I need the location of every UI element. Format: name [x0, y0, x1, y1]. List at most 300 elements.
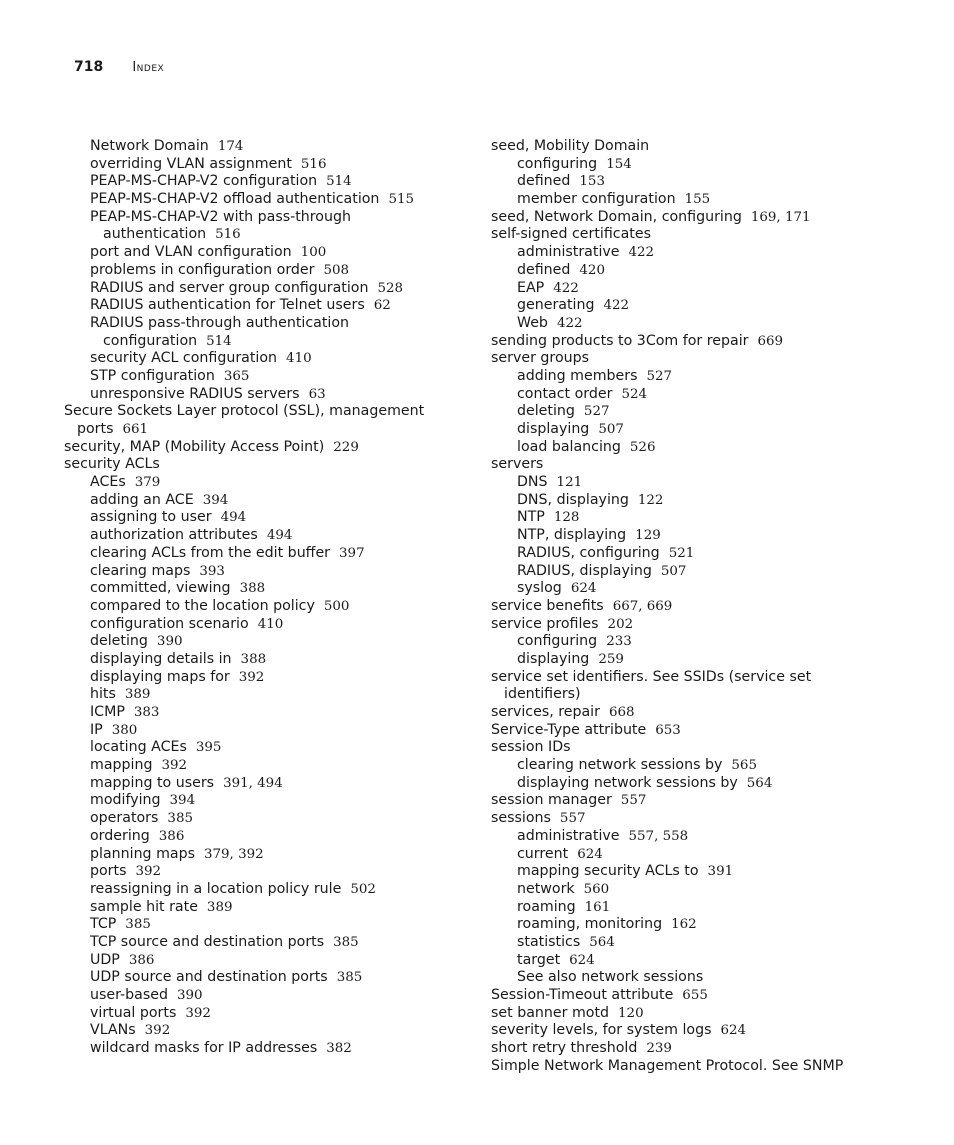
entry-term: administrative: [517, 244, 620, 261]
entry-term: adding an ACE: [90, 491, 194, 508]
index-subentry: [491, 297, 911, 315]
index-subentry: [491, 421, 911, 439]
entry-term: DNS: [517, 474, 548, 491]
entry-term: adding members: [517, 367, 638, 384]
entry-page-ref: 557: [559, 811, 586, 827]
entry-term: committed, viewing: [90, 580, 231, 597]
entry-page-ref: 422: [628, 245, 655, 261]
entry-term: Network Domain: [90, 138, 209, 154]
index-subentry: [491, 775, 911, 793]
index-subentry: [491, 846, 911, 864]
index-subentry: [491, 899, 911, 917]
index-subentry: [64, 881, 464, 899]
entry-page-ref: 390: [156, 634, 183, 650]
entry-term: displaying details in: [90, 650, 232, 667]
entry-term: operators: [90, 810, 159, 827]
entry-page-ref: 202: [607, 616, 634, 632]
entry-page-ref: 557: [620, 793, 647, 809]
entry-page-ref: 233: [606, 634, 632, 650]
entry-term: RADIUS, displaying: [517, 562, 652, 579]
index-subentry: [64, 598, 464, 616]
entry-page-ref: 365: [223, 368, 250, 384]
entry-term: ports: [77, 421, 114, 437]
index-column-right: [491, 138, 911, 1075]
index-subentry: [491, 952, 911, 970]
entry-page-ref: 528: [377, 280, 404, 296]
entry-term: ICMP: [90, 704, 125, 720]
entry-page-ref: 392: [135, 864, 162, 880]
index-entry: [491, 810, 911, 828]
entry-page-ref: 624: [720, 1023, 747, 1039]
entry-page-ref: 422: [556, 315, 583, 331]
index-subentry: [64, 969, 464, 987]
index-subentry: [64, 492, 464, 510]
entry-term: member configuration: [517, 191, 676, 208]
entry-page-ref: 120: [618, 1005, 644, 1021]
entry-page-ref: 128: [553, 510, 580, 526]
entry-page-ref: 565: [731, 758, 757, 774]
entry-term: administrative: [517, 827, 620, 844]
entry-page-ref: 494: [266, 528, 293, 544]
entry-term: seed, Mobility Domain: [491, 138, 650, 154]
entry-term: clearing ACLs from the edit buffer: [90, 544, 331, 561]
index-subentry: [64, 616, 464, 634]
entry-term: planning maps: [90, 845, 195, 862]
entry-page-ref: 382: [326, 1041, 352, 1057]
entry-page-ref: 392: [238, 669, 265, 685]
entry-term: compared to the location policy: [90, 597, 315, 614]
index-subentry: [491, 527, 911, 545]
entry-term: unresponsive RADIUS servers: [90, 385, 300, 402]
entry-term: displaying network sessions by: [517, 774, 738, 791]
entry-term: authentication: [103, 226, 207, 243]
entry-term: security ACL configuration: [90, 350, 278, 367]
entry-term: hits: [90, 686, 116, 703]
entry-page-ref: 564: [589, 934, 615, 950]
index-subentry: [64, 828, 464, 846]
index-subentry: [491, 492, 911, 510]
index-subentry: [491, 386, 911, 404]
entry-term: sessions: [491, 810, 551, 827]
entry-term: configuring: [517, 633, 598, 650]
entry-page-ref: 388: [239, 581, 266, 597]
entry-page-ref: 392: [144, 1023, 171, 1039]
index-subentry: [64, 262, 464, 280]
entry-page-ref: 169, 171: [750, 209, 811, 225]
entry-page-ref: 385: [125, 917, 151, 933]
entry-term: TCP source and destination ports: [90, 933, 325, 950]
entry-term: session IDs: [491, 739, 571, 756]
entry-term: assigning to user: [90, 509, 212, 526]
index-subentry: [64, 952, 464, 970]
entry-page-ref: 515: [388, 192, 414, 208]
entry-term: RADIUS and server group configuration: [90, 279, 369, 296]
entry-page-ref: 669: [757, 333, 784, 349]
index-subentry: [64, 421, 464, 439]
entry-term: STP configuration: [90, 367, 215, 384]
entry-page-ref: 410: [286, 351, 312, 367]
index-subentry: [491, 280, 911, 298]
index-subentry: [64, 350, 464, 368]
entry-page-ref: 514: [326, 174, 352, 190]
entry-page-ref: 389: [124, 687, 151, 703]
index-subentry: [64, 280, 464, 298]
entry-term: PEAP-MS-CHAP-V2 offload authentication: [90, 191, 380, 208]
entry-page-ref: 514: [206, 333, 232, 349]
index-subentry: [64, 757, 464, 775]
page-header: [74, 56, 164, 75]
entry-term: TCP: [90, 916, 117, 933]
index-subentry: [491, 633, 911, 651]
entry-page-ref: 161: [584, 899, 611, 915]
index-subentry: [491, 315, 911, 333]
entry-page-ref: 560: [583, 881, 610, 897]
entry-page-ref: 395: [195, 740, 222, 756]
entry-term: locating ACEs: [90, 739, 187, 756]
entry-page-ref: 100: [300, 245, 327, 261]
entry-term: IP: [90, 721, 103, 738]
index-subentry: [64, 1022, 464, 1040]
index-subentry: [64, 792, 464, 810]
entry-term: UDP: [90, 951, 120, 968]
entry-page-ref: 380: [111, 722, 138, 738]
entry-page-ref: 379, 392: [204, 846, 264, 862]
entry-page-ref: 154: [606, 156, 632, 172]
index-entry: [491, 456, 911, 474]
index-subentry: [64, 722, 464, 740]
index-entry: [491, 704, 911, 722]
entry-term: security ACLs: [64, 456, 160, 473]
index-subentry: [64, 244, 464, 262]
page-number: 718: [74, 59, 104, 75]
index-subentry: [64, 686, 464, 704]
entry-term: sample hit rate: [90, 898, 198, 915]
index-subentry: [64, 899, 464, 917]
entry-page-ref: 507: [660, 563, 687, 579]
entry-page-ref: 389: [206, 899, 233, 915]
entry-page-ref: 521: [668, 545, 695, 561]
index-entry: [491, 669, 911, 687]
entry-term: defined: [517, 173, 571, 190]
entry-term: mapping: [90, 757, 153, 774]
entry-term: mapping to users: [90, 774, 215, 791]
index-subentry: [491, 191, 911, 209]
entry-page-ref: 229: [333, 439, 359, 455]
entry-term: Service-Type attribute: [491, 721, 647, 738]
index-subentry: [64, 563, 464, 581]
entry-term: deleting: [517, 403, 575, 420]
index-subentry: [64, 386, 464, 404]
entry-term: configuration scenario: [90, 615, 249, 632]
entry-page-ref: 655: [682, 988, 708, 1003]
entry-page-ref: 624: [577, 846, 603, 862]
entry-page-ref: 516: [300, 156, 327, 172]
entry-page-ref: 385: [167, 811, 193, 827]
index-subentry: [64, 739, 464, 757]
entry-page-ref: 392: [185, 1005, 211, 1021]
entry-term: seed, Network Domain, configuring: [491, 208, 742, 225]
entry-term: defined: [517, 261, 571, 278]
index-subentry: [491, 262, 911, 280]
index-subentry: [491, 881, 911, 899]
entry-term: identifiers): [504, 686, 581, 703]
index-entry: [491, 1040, 911, 1058]
entry-page-ref: 385: [333, 934, 359, 950]
entry-page-ref: 410: [257, 616, 284, 632]
index-subentry: [64, 704, 464, 722]
index-subentry: [64, 1005, 464, 1023]
index-subentry: [491, 403, 911, 421]
index-subentry: [64, 368, 464, 386]
index-subentry: [64, 1040, 464, 1058]
entry-term: configuring: [517, 155, 598, 172]
entry-term: displaying: [517, 650, 590, 667]
entry-term: problems in configuration order: [90, 261, 315, 278]
index-subentry: [64, 209, 464, 227]
entry-page-ref: 379: [134, 475, 161, 491]
index-subentry: [64, 474, 464, 492]
entry-term: NTP: [517, 509, 545, 526]
entry-page-ref: 383: [133, 705, 160, 720]
entry-term: severity levels, for system logs: [491, 1022, 712, 1039]
index-subentry: [491, 244, 911, 262]
entry-page-ref: 526: [629, 439, 656, 455]
index-subentry: [64, 527, 464, 545]
entry-page-ref: 668: [608, 705, 635, 720]
entry-term: ports: [90, 863, 127, 880]
index-subentry: [491, 863, 911, 881]
entry-term: VLANs: [90, 1022, 136, 1039]
entry-page-ref: 507: [598, 422, 624, 437]
index-entry: [491, 1022, 911, 1040]
index-subentry: [491, 545, 911, 563]
index-subentry: [491, 580, 911, 598]
index-entry: [491, 722, 911, 740]
entry-term: Web: [517, 314, 548, 331]
index-subentry: [64, 156, 464, 174]
index-subentry: [491, 439, 911, 457]
entry-term: PEAP-MS-CHAP-V2 with pass-through: [90, 208, 351, 225]
entry-page-ref: 508: [323, 262, 350, 278]
entry-term: DNS, displaying: [517, 491, 629, 508]
entry-term: services, repair: [491, 704, 600, 720]
entry-term: wildcard masks for IP addresses: [90, 1040, 318, 1057]
entry-term: roaming, monitoring: [517, 916, 663, 933]
index-subentry: [491, 916, 911, 934]
entry-page-ref: 394: [202, 492, 229, 508]
entry-term: NTP, displaying: [517, 527, 627, 544]
entry-term: current: [517, 845, 569, 862]
index-entry: [64, 456, 464, 474]
entry-term: statistics: [517, 933, 581, 950]
entry-term: set banner motd: [491, 1004, 610, 1021]
entry-page-ref: 527: [646, 368, 673, 384]
entry-page-ref: 667, 669: [612, 598, 673, 614]
section-title: Index: [132, 60, 165, 75]
entry-page-ref: 394: [169, 793, 196, 809]
index-subentry: [64, 987, 464, 1005]
index-subentry: [491, 969, 911, 987]
entry-term: UDP source and destination ports: [90, 969, 328, 986]
entry-term: deleting: [90, 633, 148, 650]
index-subentry: [64, 651, 464, 669]
entry-term: load balancing: [517, 438, 621, 455]
index-subentry: [491, 934, 911, 952]
entry-page-ref: 121: [556, 475, 583, 491]
index-subentry: [491, 563, 911, 581]
index-subentry: [491, 651, 911, 669]
entry-term: displaying maps for: [90, 668, 230, 685]
entry-page-ref: 391: [707, 864, 734, 880]
entry-page-ref: 388: [240, 651, 267, 667]
index-entry: [491, 209, 911, 227]
index-subentry: [491, 368, 911, 386]
entry-term: roaming: [517, 898, 576, 915]
index-subentry: [64, 633, 464, 651]
index-subentry: [64, 138, 464, 156]
entry-page-ref: 155: [684, 192, 711, 208]
entry-page-ref: 63: [308, 386, 326, 402]
entry-page-ref: 524: [621, 386, 647, 402]
index-subentry: [64, 226, 464, 244]
entry-term: security, MAP (Mobility Access Point): [64, 438, 325, 455]
index-subentry: [491, 509, 911, 527]
entry-page-ref: 624: [569, 952, 595, 968]
entry-term: sending products to 3Com for repair: [491, 332, 749, 349]
entry-term: Secure Sockets Layer protocol (SSL), management: [64, 403, 425, 420]
entry-term: virtual ports: [90, 1004, 177, 1021]
entry-term: configuration: [103, 332, 198, 349]
index-subentry: [64, 580, 464, 598]
entry-page-ref: 153: [579, 174, 605, 190]
entry-page-ref: 386: [128, 952, 155, 968]
index-entry: [491, 333, 911, 351]
index-subentry: [64, 545, 464, 563]
entry-term: clearing maps: [90, 562, 191, 579]
entry-term: overriding VLAN assignment: [90, 155, 292, 172]
entry-term: RADIUS, configuring: [517, 544, 660, 561]
index-subentry: [64, 846, 464, 864]
index-subentry: [64, 669, 464, 687]
entry-term: ACEs: [90, 474, 126, 491]
index-entry: [491, 616, 911, 634]
entry-term: EAP: [517, 279, 545, 296]
entry-page-ref: 385: [336, 970, 363, 986]
entry-page-ref: 624: [570, 581, 597, 597]
entry-term: authorization attributes: [90, 527, 258, 544]
entry-term: servers: [491, 456, 544, 473]
entry-page-ref: 661: [122, 422, 149, 437]
index-subentry: [64, 173, 464, 191]
entry-term: displaying: [517, 421, 590, 437]
entry-term: clearing network sessions by: [517, 757, 723, 774]
entry-page-ref: 122: [637, 492, 664, 508]
entry-page-ref: 422: [603, 298, 630, 314]
entry-page-ref: 422: [553, 280, 579, 296]
index-subentry: [491, 828, 911, 846]
index-subentry: [64, 863, 464, 881]
entry-term: server groups: [491, 350, 590, 367]
entry-page-ref: 502: [350, 881, 376, 897]
entry-page-ref: 162: [671, 917, 697, 933]
entry-term: ordering: [90, 827, 150, 844]
entry-page-ref: 392: [161, 758, 188, 774]
index-subentry: [491, 686, 911, 704]
index-subentry: [64, 810, 464, 828]
entry-page-ref: 62: [373, 298, 391, 314]
index-entry: [491, 739, 911, 757]
index-subentry: [491, 474, 911, 492]
entry-page-ref: 129: [635, 528, 661, 544]
entry-term: service profiles: [491, 615, 599, 632]
entry-term: mapping security ACLs to: [517, 863, 699, 880]
entry-term: RADIUS authentication for Telnet users: [90, 297, 365, 314]
entry-term: Simple Network Management Protocol. See SNMP: [491, 1057, 844, 1074]
index-entry: [491, 1058, 911, 1076]
entry-term: modifying: [90, 792, 161, 809]
entry-term: reassigning in a location policy rule: [90, 880, 342, 897]
entry-page-ref: 390: [176, 988, 203, 1003]
entry-term: service set identifiers. See SSIDs (service set: [491, 668, 812, 685]
entry-term: Session-Timeout attribute: [491, 987, 674, 1003]
entry-page-ref: 564: [746, 775, 773, 791]
entry-term: See also network sessions: [517, 969, 704, 986]
index-subentry: [64, 191, 464, 209]
entry-page-ref: 391, 494: [223, 775, 283, 791]
entry-term: PEAP-MS-CHAP-V2 configuration: [90, 173, 318, 190]
entry-page-ref: 516: [215, 227, 241, 243]
index-entry: [491, 226, 911, 244]
entry-term: self-signed certificates: [491, 226, 651, 243]
entry-term: short retry threshold: [491, 1040, 638, 1057]
index-subentry: [64, 315, 464, 333]
entry-term: syslog: [517, 580, 562, 597]
entry-term: service benefits: [491, 597, 604, 614]
index-entry: [491, 598, 911, 616]
entry-term: generating: [517, 297, 595, 314]
index-subentry: [64, 934, 464, 952]
entry-page-ref: 527: [583, 404, 610, 420]
index-entry: [491, 1005, 911, 1023]
entry-page-ref: 397: [339, 545, 365, 561]
entry-term: port and VLAN configuration: [90, 244, 292, 261]
entry-page-ref: 174: [217, 139, 244, 154]
entry-page-ref: 557, 558: [628, 828, 689, 844]
index-subentry: [491, 156, 911, 174]
index-entry: [64, 439, 464, 457]
index-column-left: [64, 138, 464, 1058]
entry-page-ref: 259: [598, 651, 624, 667]
index-subentry: [64, 775, 464, 793]
index-subentry: [64, 333, 464, 351]
index-subentry: [64, 509, 464, 527]
index-entry: [491, 138, 911, 156]
entry-term: network: [517, 880, 575, 897]
index-subentry: [64, 297, 464, 315]
entry-term: contact order: [517, 385, 613, 402]
index-subentry: [491, 757, 911, 775]
entry-term: session manager: [491, 792, 612, 809]
entry-page-ref: 420: [579, 262, 605, 278]
entry-page-ref: 386: [158, 828, 185, 844]
entry-term: user-based: [90, 987, 168, 1003]
entry-page-ref: 393: [199, 563, 225, 579]
entry-page-ref: 494: [220, 510, 247, 526]
index-subentry: [64, 916, 464, 934]
entry-term: target: [517, 951, 561, 968]
entry-page-ref: 500: [323, 598, 350, 614]
index-subentry: [491, 173, 911, 191]
